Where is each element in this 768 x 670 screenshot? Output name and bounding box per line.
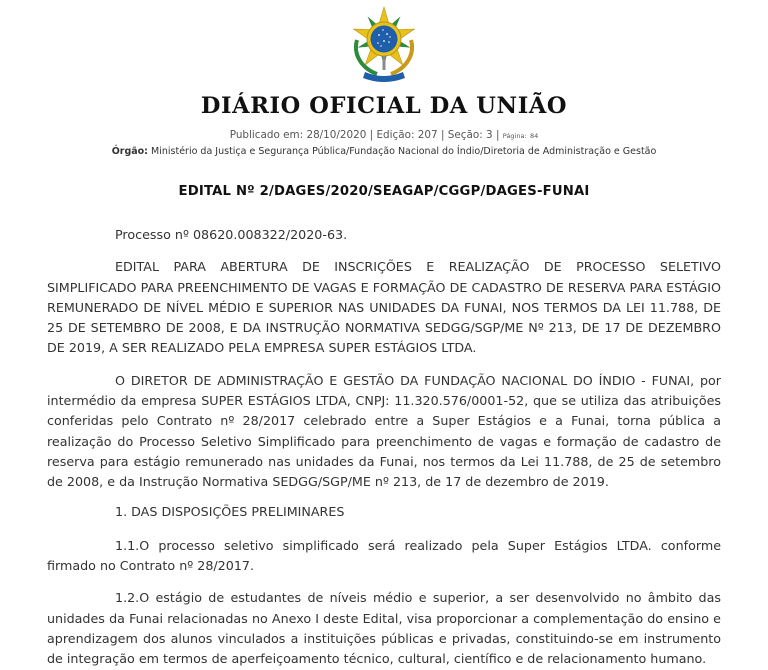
coat-of-arms-icon bbox=[343, 6, 425, 84]
pagina-value: 84 bbox=[529, 132, 539, 140]
item-1-1-paragraph: 1.1.O processo seletivo simplificado será realizado pela Super Estágios LTDA. conforme firmado no Contrato nº 28/2017. bbox=[47, 537, 721, 574]
secao-label: Seção: bbox=[447, 129, 483, 141]
edital-title: EDITAL Nº 2/DAGES/2020/SEAGAP/CGGP/DAGES-FUNAI bbox=[178, 184, 590, 199]
masthead-title: DIÁRIO OFICIAL DA UNIÃO bbox=[200, 93, 568, 119]
diretor-paragraph: O DIRETOR DE ADMINISTRAÇÃO E GESTÃO DA FUNDAÇÃO NACIONAL DO ÍNDIO - FUNAI, por intermédio da empresa SUPER ESTÁGIOS LTDA, CNPJ: 11.320.576/0001-52, que se utiliza das atribuições conferidas pelo Contrato nº 28/2017 celebrado entre a Super Estágios e a Funai, torna pública a realização do Processo Seletivo Simplificado para preenchimento de vagas e formação de cadastro de reserva para estágio remunerado nas unidades da Funai, nos termos da Lei 11.788, de 25 de setembro de 2008, e da Instrução Normativa SEDGG/SGP/ME nº 213, de 17 de dezembro de 2019. bbox=[47, 372, 721, 490]
secao-value: 3 bbox=[486, 129, 493, 141]
processo-paragraph: Processo nº 08620.008322/2020-63. bbox=[115, 227, 348, 242]
edicao-label: Edição: bbox=[376, 129, 415, 141]
publicado-em-value: 28/10/2020 bbox=[306, 129, 367, 141]
abertura-paragraph: EDITAL PARA ABERTURA DE INSCRIÇÕES E REALIZAÇÃO DE PROCESSO SELETIVO SIMPLIFICADO PARA PREENCHIMENTO DE VAGAS E FORMAÇÃO DE CADASTRO DE RESERVA PARA ESTÁGIO REMUNERADO DE NÍVEL MÉDIO E SUPERIOR NAS UNIDADES DA FUNAI, NOS TERMOS DA LEI 11.788, DE 25 DE SETEMBRO DE 2008, E DA INSTRUÇÃO NORMATIVA SEDGG/SGP/ME Nº 213, DE 17 DE DEZEMBRO DE 2019, A SER REALIZADO PELA EMPRESA SUPER ESTÁGIOS LTDA. bbox=[47, 259, 721, 356]
orgao-value: Ministério da Justiça e Segurança Pública/Fundação Nacional do Índio/Diretoria de Administração e Gestão bbox=[151, 146, 657, 157]
orgao-line bbox=[0, 146, 768, 157]
section-heading: 1. DAS DISPOSIÇÕES PRELIMINARES bbox=[115, 503, 345, 519]
publicado-em-label: Publicado em: bbox=[229, 129, 304, 141]
edicao-value: 207 bbox=[417, 129, 438, 141]
item-1-2-paragraph: 1.2.O estágio de estudantes de níveis médio e superior, a ser desenvolvido no âmbito das unidades da Funai relacionadas no Anexo I deste Edital, visa proporcionar a complementação do ensino e aprendizagem dos alunos vinculados a instituições públicas e privadas, constituindo-se em instrumento de integração em termos de aperfeiçoamento técnico, cultural, científico e de relacionamento humano. bbox=[47, 590, 721, 667]
pagina-label: Página: bbox=[502, 132, 527, 140]
orgao-label: Órgão: bbox=[111, 146, 148, 157]
publication-info: Publicado em: 28/10/2020 | Edição: 207 | Seção: 3 | Página: 84 bbox=[229, 129, 539, 141]
document-body bbox=[47, 225, 721, 670]
